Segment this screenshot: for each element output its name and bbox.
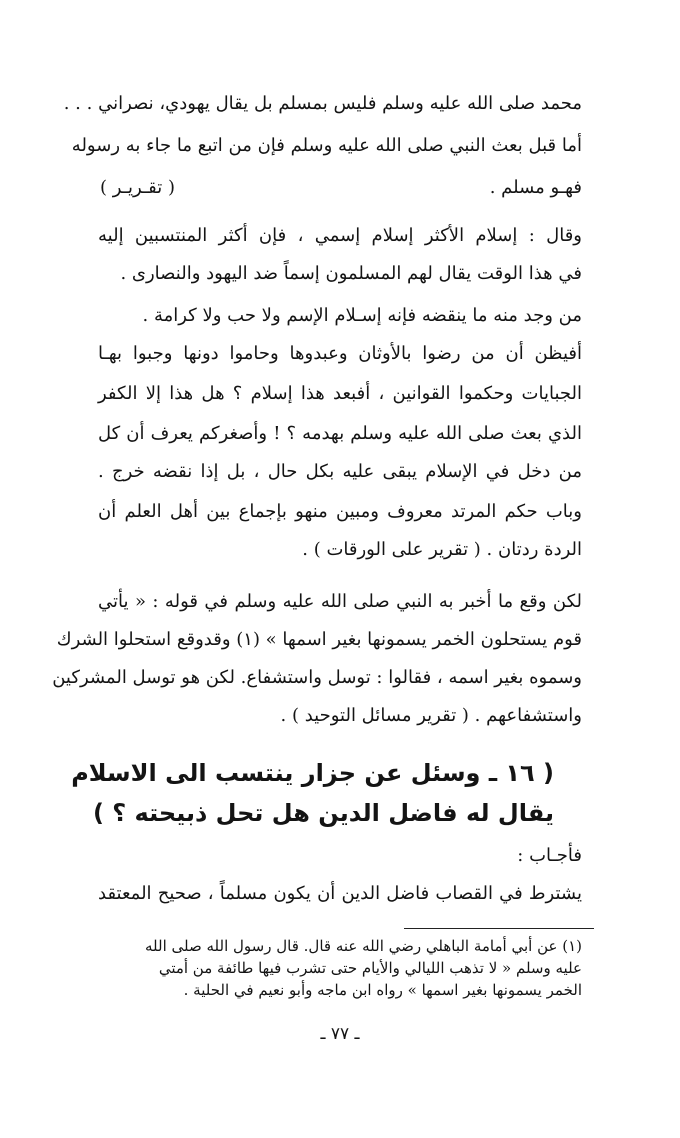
question-heading-line-1: ( ١٦ ـ وسئل عن جزار ينتسب الى الاسلام [71, 759, 554, 787]
question-heading-line-2: يقال له فاضل الدين هل تحل ذبيحته ؟ ) [92, 799, 554, 827]
footnote-divider [404, 928, 594, 929]
body-line-1: محمد صلى الله عليه وسلم فليس بمسلم بل يقال يهودي، نصراني . . . [63, 93, 582, 114]
body-line-10: من دخل في الإسلام يبقى عليه بكل حال ، بل إذا نقضه خرج . [98, 461, 582, 482]
body-line-4: وقال : إسلام الأكثر إسلام إسمي ، فإن أكثر المنتسبين إليه [98, 225, 582, 246]
body-line-3: فهـو مسلم . [489, 177, 582, 198]
body-line-11: وباب حكم المرتد معروف ومبين منهو بإجماع بين أهل العلم أن [98, 501, 582, 522]
body-line-13: لكن وقع ما أخبر به النبي صلى الله عليه وسلم في قوله : « يأتي [98, 591, 582, 612]
body-line-14: قوم يستحلون الخمر يسمونها بغير اسمها » (١) وقدوقع استحلوا الشرك [56, 629, 582, 650]
body-line-5: في هذا الوقت يقال لهم المسلمون إسماً ضد اليهود والنصارى . [120, 263, 582, 284]
body-line-2: أما قبل بعث النبي صلى الله عليه وسلم فإن من اتبع ما جاء به رسوله [71, 135, 582, 156]
body-line-12: الردة ردتان . ( تقرير على الورقات ) . [302, 539, 582, 560]
footnote-line-3: الخمر يسمونها بغير اسمها » رواه ابن ماجه وأبو نعيم في الحلية . [183, 981, 582, 999]
footnote-line-1: (١) عن أبي أمامة الباهلي رضي الله عنه قال. قال رسول الله صلى الله [145, 937, 582, 955]
body-line-16: واستشفاعهم . ( تقرير مسائل التوحيد ) . [280, 705, 582, 726]
body-line-8: الجبايات وحكموا القوانين ، أفبعد هذا إسلام ؟ هل هذا إلا الكفر [98, 383, 582, 404]
source-note: ( تقـريـر ) [100, 177, 176, 198]
body-line-15: وسموه بغير اسمه ، فقالوا : توسل واستشفاع. لكن هو توسل المشركين [52, 667, 582, 688]
page-number: ـ ٧٧ ـ [320, 1024, 360, 1044]
body-line-6: من وجد منه ما ينقضه فإنه إسـلام الإسم ولا حب ولا كرامة . [142, 305, 582, 326]
body-line-7: أفيظن أن من رضوا بالأوثان وعبدوها وحاموا دونها وجبوا بهـا [98, 343, 582, 364]
answer-line: يشترط في القصاب فاضل الدين أن يكون مسلماً ، صحيح المعتقد [98, 883, 582, 904]
footnote-line-2: عليه وسلم « لا تذهب الليالي والأيام حتى تشرب فيها طائفة من أمتي [158, 959, 582, 977]
answer-label: فأجـاب : [517, 845, 582, 866]
body-line-9: الذي بعث صلى الله عليه وسلم بهدمه ؟ ! وأصغركم يعرف أن كل [98, 423, 582, 444]
